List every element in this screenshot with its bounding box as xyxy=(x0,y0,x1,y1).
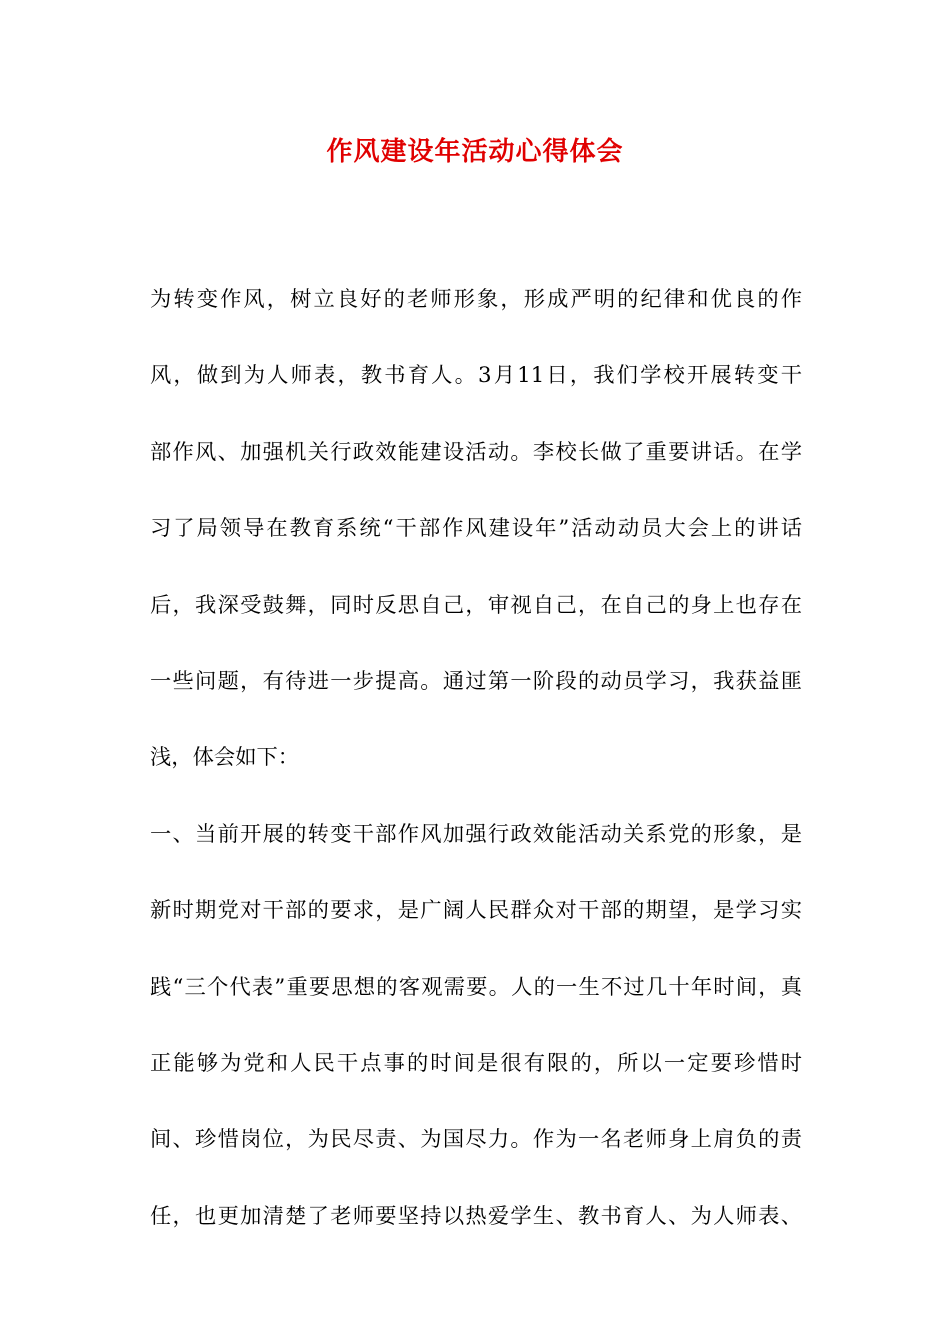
body-line: 浅，体会如下： xyxy=(150,745,300,771)
body-line: 后，我深受鼓舞，同时反思自己，审视自己，在自己的身上也存在 xyxy=(150,592,802,618)
body-line: 习了局领导在教育系统“干部作风建设年”活动动员大会上的讲话 xyxy=(150,516,802,542)
body-line: 践“三个代表”重要思想的客观需要。人的一生不过几十年时间，真 xyxy=(150,974,802,1000)
body-line: 风，做到为人师表，教书育人。3月11日，我们学校开展转变干 xyxy=(150,363,802,389)
body-line: 为转变作风，树立良好的老师形象，形成严明的纪律和优良的作 xyxy=(150,287,802,312)
document-title: 作风建设年活动心得体会 xyxy=(326,137,624,167)
body-line: 一、当前开展的转变干部作风加强行政效能活动关系党的形象，是 xyxy=(150,821,802,847)
body-line: 部作风、加强机关行政效能建设活动。李校长做了重要讲话。在学 xyxy=(150,439,802,465)
body-line: 任，也更加清楚了老师要坚持以热爱学生、教书育人、为人师表、 xyxy=(150,1203,802,1229)
body-line: 间、珍惜岗位，为民尽责、为国尽力。作为一名老师身上肩负的责 xyxy=(150,1127,802,1153)
body-line: 新时期党对干部的要求，是广阔人民群众对干部的期望，是学习实 xyxy=(150,898,802,924)
body-line: 正能够为党和人民干点事的时间是很有限的，所以一定要珍惜时 xyxy=(150,1050,802,1076)
body-line: 一些问题，有待进一步提高。通过第一阶段的动员学习，我获益匪 xyxy=(150,668,802,694)
document-body xyxy=(150,277,802,1270)
